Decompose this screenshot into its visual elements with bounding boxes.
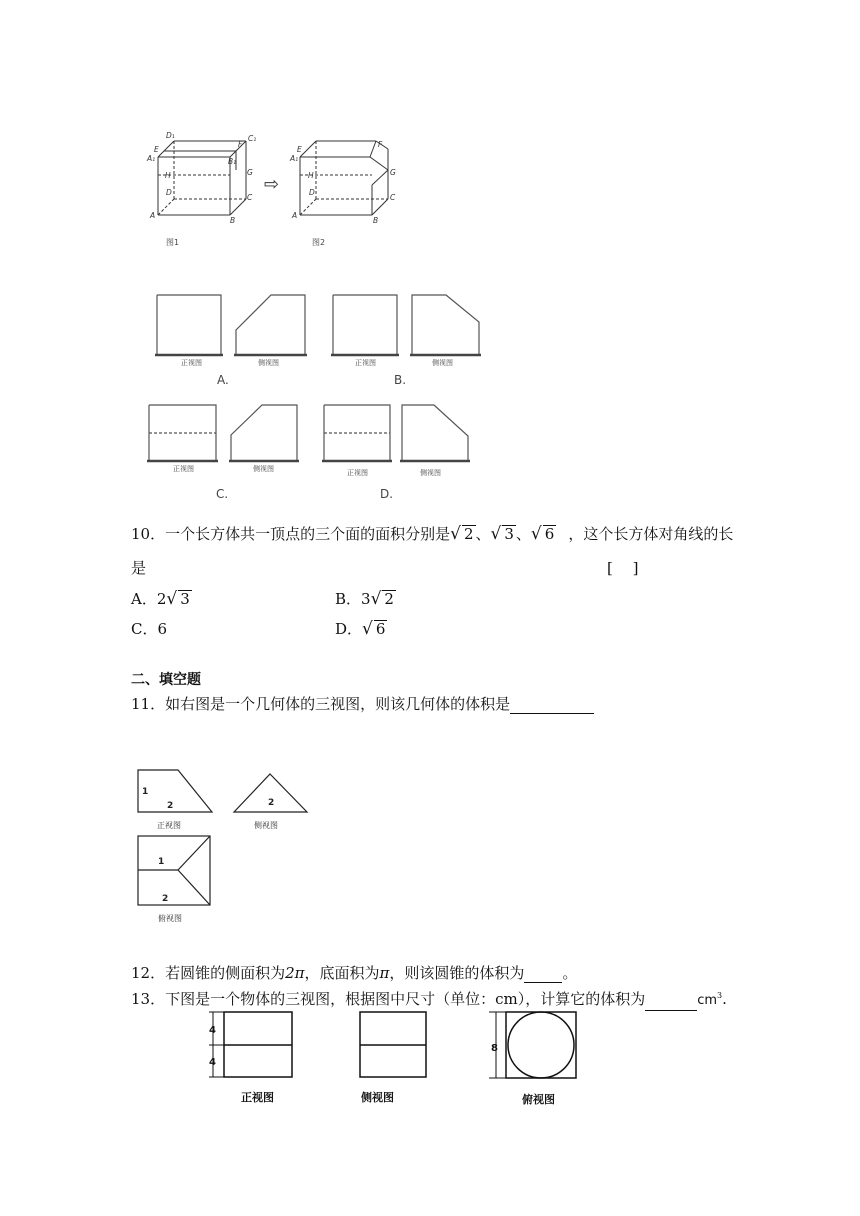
sqrt-2: √ 2 [450,524,474,544]
q13-number: 13． [131,990,166,1008]
option-label: A． [131,590,157,608]
a-side-label: 侧视图 [258,359,279,367]
side-view-label: 侧视图 [254,821,278,830]
option-label: D． [335,620,363,638]
sqrt-2: √ 2 [370,589,394,609]
q11-text: 如右图是一个几何体的三视图，则该几何体的体积是 [165,695,511,713]
option-c-letter: C. [216,487,229,501]
option-label: C． [131,620,158,638]
fig1-caption: 图1 [166,238,180,247]
q10-stem [131,524,733,544]
label-c: C [247,193,253,202]
label-b: B [230,216,236,225]
q13-three-views [195,1005,595,1115]
q10-text-a: 一个长方体共一顶点的三个面的面积分别是 [165,525,451,543]
q12-text-a: 若圆锥的侧面积为 [165,964,286,982]
label-b1: B₁ [228,157,237,166]
q10-option-c [131,619,167,639]
q10-separator: 、 [475,525,491,543]
q10-option-a [131,589,192,609]
label-e: E [154,145,159,154]
front-view-label: 正视图 [241,1091,274,1104]
b-side-label: 侧视图 [432,359,453,367]
option-value: 6 [157,620,168,638]
label-g-fig2: G [390,168,396,177]
q12-stem [131,963,577,983]
option-coef: 3 [361,590,371,608]
option-coef: 2 [156,590,167,608]
q13-text: 下图是一个物体的三视图，根据图中尺寸（单位：cm），计算它的体积为 [165,990,646,1008]
q10-text-b: ，这个长方体对角线的长 [568,525,734,543]
q11-three-views [130,760,320,930]
q13-unit: cm [697,993,718,1008]
d-front-label: 正视图 [347,469,368,477]
label-d1: D₁ [166,131,175,140]
q10-option-d [335,619,387,639]
label-a-fig2: A [292,211,298,220]
label-c1: C₁ [248,134,257,143]
dim-four-bottom: 4 [209,1057,216,1068]
b-front-label: 正视图 [355,359,376,367]
label-b-fig2: B [373,216,379,225]
q13-end: . [722,990,727,1008]
dim-two: 2 [167,801,174,811]
option-d-letter: D. [380,487,394,501]
option-label: B． [335,590,362,608]
q12-text-b: ，底面积为 [304,964,380,982]
dim-one: 1 [158,857,165,867]
cube-figures [140,125,430,255]
q12-base-area: π [379,964,390,982]
q11-number: 11． [131,695,166,713]
label-h-fig2: H [308,171,314,180]
label-f-fig2: F [378,140,383,149]
label-h: H [165,171,171,180]
q11-answer-blank[interactable] [510,698,594,714]
dim-four-top: 4 [209,1025,216,1036]
label-a: A [150,211,156,220]
c-side-label: 侧视图 [253,465,274,473]
sqrt-3: √ 3 [490,524,514,544]
c-front-label: 正视图 [173,465,194,473]
q13-unit-sup: 3 [717,991,723,1000]
front-view-label: 正视图 [157,821,181,830]
dim-two: 2 [162,894,169,904]
label-a1: A₁ [147,154,156,163]
sqrt-6: √ 6 [530,524,555,544]
right-arrow-icon: ⇨ [264,174,280,195]
option-a-letter: A. [217,373,229,387]
q10-number: 10． [131,525,166,543]
side-view-label: 侧视图 [361,1091,394,1104]
section-heading: 二、填空题 [131,672,201,688]
dim-two: 2 [268,798,275,808]
fig2-caption: 图2 [312,238,326,247]
dim-one: 1 [142,787,149,797]
q10-text-c: 是 [131,559,147,577]
label-e-fig2: E [297,145,302,154]
q12-text-c: ，则该圆锥的体积为 [389,964,525,982]
dim-eight: 8 [491,1043,498,1054]
sqrt-6: √ 6 [362,619,386,639]
label-c-fig2: C [390,193,396,202]
label-f: F [238,140,243,149]
q11-stem [131,694,594,714]
q10-option-b [335,589,396,609]
q10-answer-bracket: [ ] [607,559,639,577]
top-view-label: 俯视图 [522,1093,555,1106]
q12-answer-blank[interactable] [524,967,562,983]
label-d-fig2: D [309,188,315,197]
q13-answer-blank[interactable] [645,995,697,1011]
q12-number: 12． [131,964,166,982]
d-side-label: 侧视图 [420,469,441,477]
q9-options-figure [140,290,500,510]
sqrt-3: √ 3 [166,589,190,609]
q12-lateral-area: 2π [285,964,305,982]
label-d: D [166,188,172,197]
label-g: G [247,168,253,177]
top-view-label: 俯视图 [158,914,182,923]
label-a1-fig2: A₁ [290,154,299,163]
option-b-letter: B. [394,373,407,387]
a-front-label: 正视图 [181,359,202,367]
q12-end: 。 [562,964,578,982]
q10-separator: 、 [515,525,531,543]
